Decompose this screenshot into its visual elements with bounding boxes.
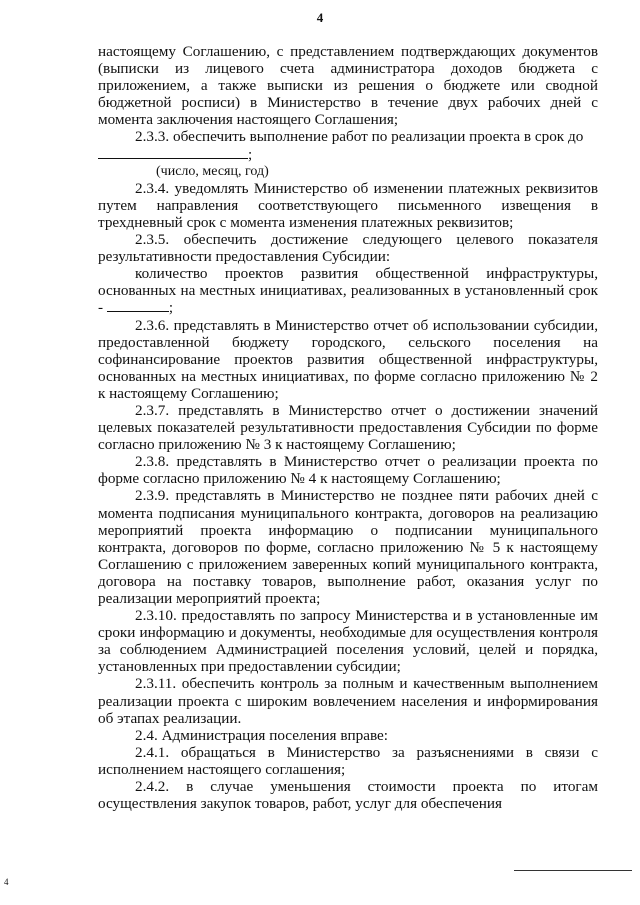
document-body [98, 43, 598, 812]
indicator-blank-line [107, 299, 169, 312]
paragraph-2-3-5-indicator [98, 265, 598, 316]
paragraph-2-3-6: 2.3.6. представлять в Министерство отчет об использовании субсидии, предоставленной бюджету городского, сельского поселения на софинансирование проектов развития общественной инфраструктуры, основанных на местных инициативах, по форме согласно приложению № 2 к настоящему Соглашению; [98, 316, 598, 402]
paragraph-2-3-3-end: ; [248, 145, 253, 163]
paragraph-2-3-3 [98, 128, 598, 162]
paragraph-continuation: настоящему Соглашению, с представлением подтверждающих документов (выписки из лицевого счета администратора доходов бюджета с приложением, а также выписки из решения о бюджете или сводной бюджетной росписи) в Министерство в течение двух рабочих дней с момента заключения настоящего Соглашения; [98, 43, 598, 129]
paragraph-2-3-9: 2.3.9. представлять в Министерство не позднее пяти рабочих дней с момента подписания муниципального контракта, договоров на реализацию мероприятий проекта информацию о подписании муниципального контракта, договоров по форме, согласно приложению № 5 к настоящему Соглашению с приложением заверенных копий муниципального контракта, договора на поставку товаров, выполнение работ, оказания услуг по реализации мероприятий проекта; [98, 487, 598, 607]
page-number: 4 [316, 10, 324, 25]
date-blank-caption: (число, месяц, год) [156, 163, 269, 179]
paragraph-2-3-11: 2.3.11. обеспечить контроль за полным и качественным выполнением реализации проекта с широким вовлечением населения и информирования об этапах реализации. [98, 675, 598, 727]
paragraph-2-3-7: 2.3.7. представлять в Министерство отчет о достижении значений целевых показателей результативности предоставления Субсидии по форме согласно приложению № 3 к настоящему Соглашению; [98, 401, 598, 454]
paragraph-2-3-8: 2.3.8. представлять в Министерство отчет о реализации проекта по форме согласно приложению № 4 к настоящему Соглашению; [98, 453, 598, 488]
footer-divider [514, 870, 632, 871]
paragraph-2-3-3-text: 2.3.3. обеспечить выполнение работ по реализации проекта в срок до [135, 128, 584, 146]
paragraph-2-4: 2.4. Администрация поселения вправе: [135, 726, 389, 744]
date-blank-line [98, 146, 248, 159]
indicator-text: количество проектов развития общественной инфраструктуры, основанных на местных инициативах, реализованных в установленный срок - [98, 265, 598, 317]
paragraph-2-4-1: 2.4.1. обращаться в Министерство за разъяснениями в связи с исполнением настоящего соглашения; [98, 743, 598, 778]
paragraph-2-3-5: 2.3.5. обеспечить достижение следующего целевого показателя результативности предоставления Субсидии: [98, 231, 598, 266]
paragraph-2-3-4: 2.3.4. уведомлять Министерство об изменении платежных реквизитов путем направления соответствующего письменного извещения в трехдневный срок с момента изменения платежных реквизитов; [98, 179, 598, 231]
indicator-end: ; [168, 299, 174, 317]
paragraph-2-3-10: 2.3.10. предоставлять по запросу Министерства и в установленные им сроки информацию и документы, необходимые для осуществления контроля за соблюдением Администрацией поселения условий, целей и порядка, установленных при предоставлении субсидии; [98, 607, 598, 676]
margin-mark: 4 [4, 877, 9, 887]
paragraph-2-4-2: 2.4.2. в случае уменьшения стоимости проекта по итогам осуществления закупок товаров, работ, услуг для обеспечения [98, 778, 598, 813]
